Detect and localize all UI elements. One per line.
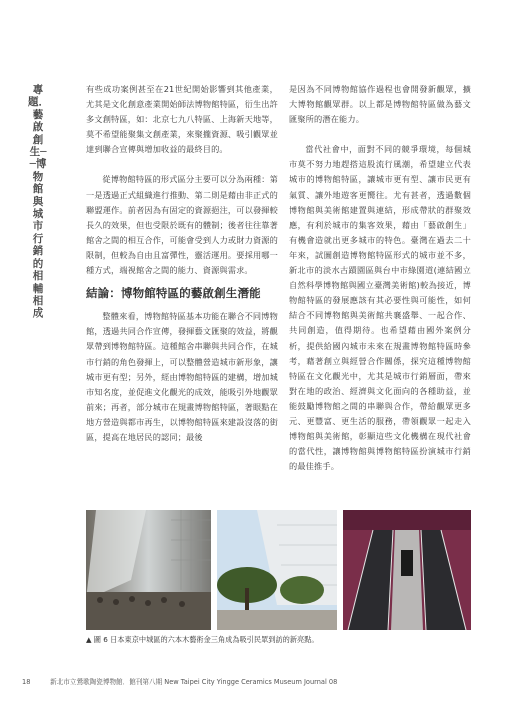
photo-glass-atrium [86, 510, 211, 630]
photo-escalator [343, 510, 471, 630]
page-number: 18 [22, 678, 31, 686]
right-paragraph-1: 是因為不同博物館協作過程也會開發新觀眾，擴大博物館觀眾群。以上都是博物館特區做為藝文匯聚所的潛在能力。 [289, 84, 471, 125]
photo-strip [86, 510, 471, 630]
left-paragraph-2: 從博物館特區的形式區分主要可以分為兩種：第一是透過正式組織進行推動、第二則是藉由非正式的聯盟運作。前者因為有固定的資源挹注，可以發揮較長久的效果，但也受限於既有的體制；後者往往靠著館舍之間的相互合作，可能會受到人力或財力資源的限制，但較為自由且富彈性，靈活運用。要採用哪一種方式，端視館舍之間的能力、資源與需求。 [86, 174, 278, 276]
left-paragraph-3: 整體來看，博物館特區基本功能在聯合不同博物館，透過共同合作宣傳，發揮藝文匯聚的效益，將觀眾帶到博物館特區。這種館舍串聯與共同合作，在城市行銷的角色發揮上，可以整體營造城市新形象，讓城市更有型；另外，經由博物館特區的建構，增加城市知名度，並促進文化觀光的成效，能吸引外地觀眾前來；再者，部分城市在規畫博物館特區，著眼點在地方營造與都市再生，以博物館特區來建設沒落的街區，提高在地居民的認同；最後 [86, 311, 278, 442]
photo-building-exterior [217, 510, 337, 630]
right-paragraph-2: 當代社會中，面對不同的競爭環境，每個城市莫不努力地趕搭這股流行風潮，希望建立代表城市的博物館特區，讓城市更有型、讓市民更有氣質、讓外地遊客更嚮往。尤有甚者，透過數個博物館與美術館建置與連結，形成帶狀的群聚效應，有利於城市的集客效果，藉由「藝啟創生」有機會造就出更多城市的特色。臺灣在過去二十年來，試圖創造博物館特區形式的城市並不多，新北市的淡水古蹟園區與台中市綠園道(連結國立自然科學博物館與國立臺灣美術館)較為接近，博物館特區的發展應該有其必要性與可能性，如何結合不同博物館與美術館共襄盛舉、一起合作、共同創造，值得期待。也希望藉由國外案例分析，提供給國內城市未來在規畫博物館特區時參考，藉著創立與經營合作關係，探究這種博物館特區在文化觀光中，尤其是城市行銷層面，帶來對在地的政治、經濟與文化面向的各種助益，並能鼓勵博物館之間的串聯與合作，帶給觀眾更多元、更豐富、更生活的服務，帶領觀眾一起走入博物館與美術館，彰顯這些文化機構在現代社會的當代性，讓博物館與博物館特區扮演城市行銷的最佳推手。 [289, 144, 471, 472]
page-footer [22, 676, 337, 686]
figure-caption: ▲ 圖 6 日本東京中城區的六本木藝術金三角成為吸引民眾到訪的新亮點。 [86, 635, 319, 644]
left-column [86, 82, 278, 445]
section-title: 專題．藝啟創生──博物館與城市行銷的相輔相成 [28, 84, 49, 320]
right-column [289, 82, 471, 474]
section-heading: 結論：博物館特區的藝啟創生潛能 [86, 286, 261, 301]
journal-name: 新北市立鶯歌陶瓷博物館．館刊第八期 New Taipei City Yingge Ceramics Museum Journal 08 [50, 678, 338, 686]
left-paragraph-1: 有些成功案例甚至在21世紀開始影響到其他產業，尤其是文化創意產業開始師法博物館特區，衍生出許多文創特區，如：北京七九八特區、上海新天地等，莫不希望能聚集文創產業，來聚攏資源、吸引觀眾並達到聯合宣傳與增加收益的最終目的。 [86, 84, 278, 155]
